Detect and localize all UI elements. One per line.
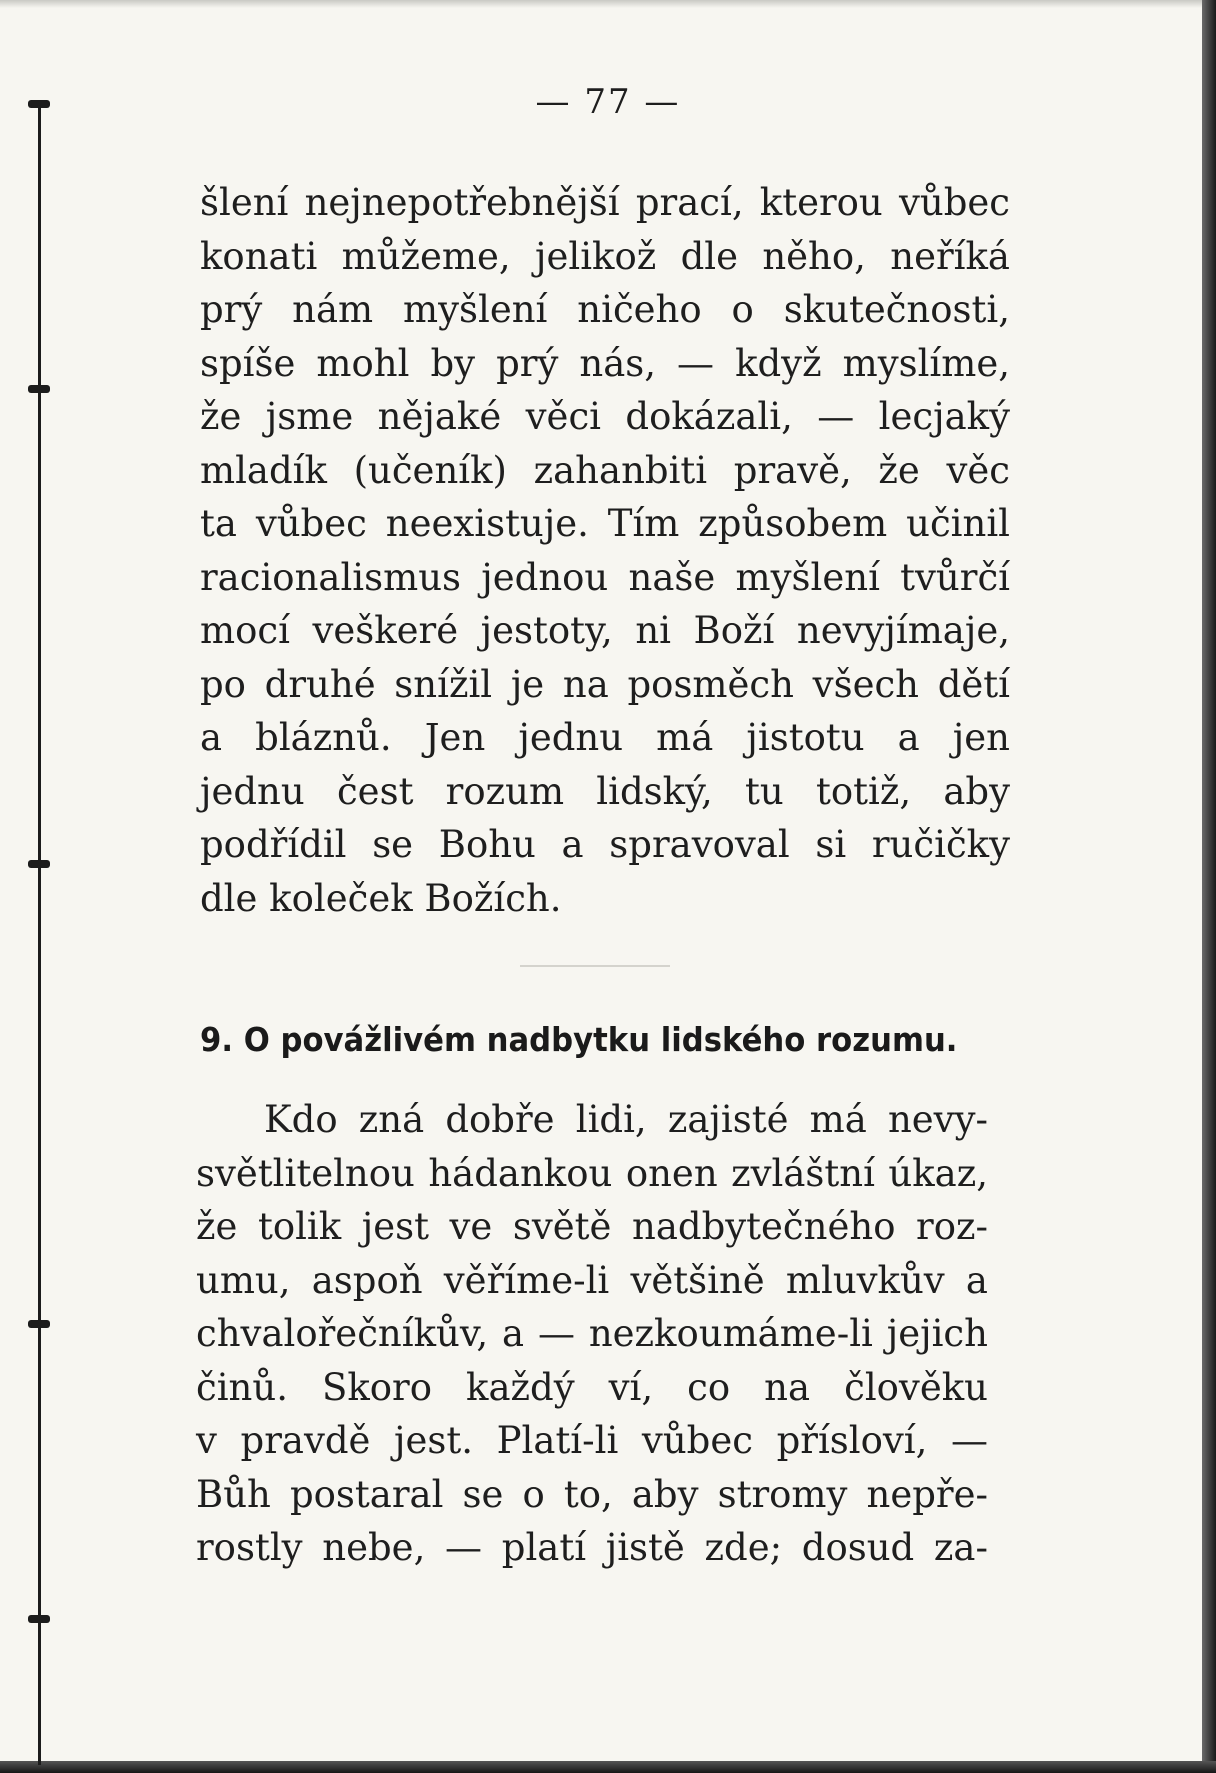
text-line: konati můžeme, jelikož dle něho, neříká [200,234,1010,278]
text-line: a bláznů. Jen jednu má jistotu a jen [200,716,1010,759]
text-line: po druhé snížil je na posměch všech dětí [200,662,1010,706]
text-line: Kdo zná dobře lidi, zajisté má nevy- [264,1098,988,1141]
binding-mark [28,1320,50,1328]
section-divider [520,965,670,967]
binding-line [38,105,41,1765]
text-line: šlení nejnepotřebnější prací, kterou vůbec [200,181,1010,224]
text-line: jednu čest rozum lidský, tu totiž, aby [200,769,1010,813]
scan-right-edge [1202,0,1216,1773]
binding-mark [28,1615,50,1623]
text-line: umu, aspoň věříme-li většině mluvkův a [196,1258,988,1302]
text-line: dle koleček Božích. [200,876,562,920]
text-line: že tolik jest ve světě nadbytečného roz- [196,1205,988,1248]
text-line: prý nám myšlení ničeho o skutečnosti, [200,288,1010,331]
scan-bottom-edge [0,1761,1216,1773]
page-number: — 77 — [535,82,681,122]
text-line: světlitelnou hádankou onen zvláštní úkaz, [196,1151,988,1195]
text-line: chvalořečníkův, a — nezkoumáme-li jejich [196,1312,988,1355]
binding-mark [28,385,50,393]
paragraph-new-section [196,1093,988,1575]
text-line: že jsme nějaké věci dokázali, — lecjaký [200,395,1010,438]
section-heading: 9. O povážlivém nadbytku lidského rozumu. [200,1020,958,1059]
text-line: racionalismus jednou naše myšlení tvůrčí [200,555,1010,599]
text-line: mladík (učeník) zahanbiti pravě, že věc [200,448,1010,492]
text-line: spíše mohl by prý nás, — když myslíme, [200,341,1010,385]
text-line: činů. Skoro každý ví, co na člověku [196,1365,988,1409]
text-line: ta vůbec neexistuje. Tím způsobem učinil [200,502,1010,545]
text-line: mocí veškeré jestoty, ni Boží nevyjímaje, [200,609,1010,652]
text-line: rostly nebe, — platí jistě zde; dosud za- [196,1526,988,1569]
text-line: Bůh postaral se o to, aby stromy nepře- [196,1472,988,1516]
text-line: podřídil se Bohu a spravoval si ručičky [200,823,1010,866]
text-line: v pravdě jest. Platí-li vůbec přísloví, — [196,1419,988,1462]
paragraph-continued [200,176,1010,925]
binding-mark [28,860,50,868]
scan-top-shadow [0,0,1216,8]
